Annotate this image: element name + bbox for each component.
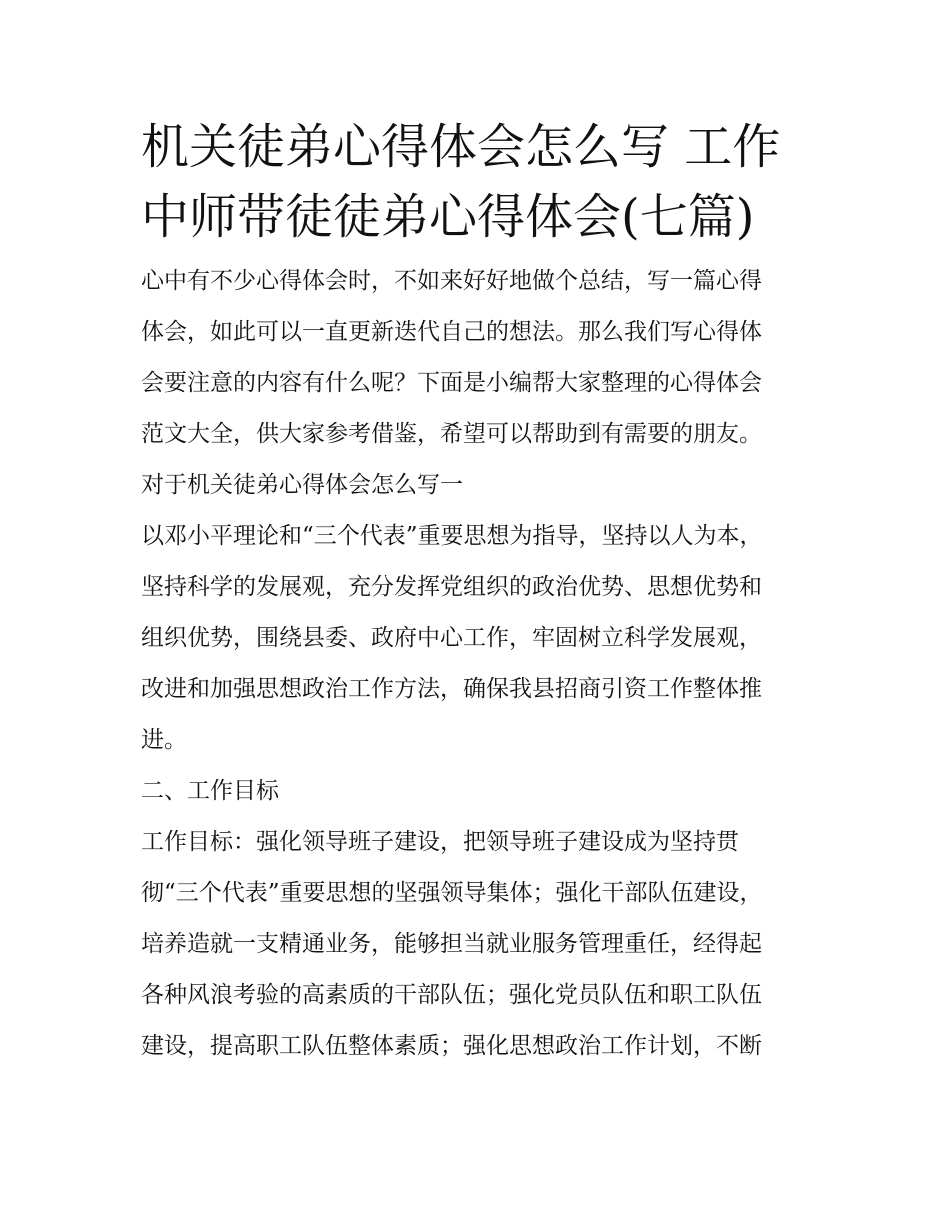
section-heading: 对于机关徒弟心得体会怎么写一 <box>141 472 463 498</box>
document-page <box>141 112 813 1072</box>
section-heading: 二、工作目标 <box>141 778 279 804</box>
body-line: 工作目标：强化领导班子建设，把领导班子建设成为坚持贯 <box>141 829 739 855</box>
body-line: 建设，提高职工队伍整体素质；强化思想政治工作计划，不断 <box>141 1033 762 1059</box>
body-line: 各种风浪考验的高素质的干部队伍；强化党员队伍和职工队伍 <box>141 982 762 1008</box>
title-line: 机关徒弟心得体会怎么写 工作 <box>141 119 781 175</box>
body-line: 培养造就一支精通业务，能够担当就业服务管理重任，经得起 <box>141 931 762 957</box>
body-line: 进。 <box>141 727 187 753</box>
document-title <box>141 112 813 252</box>
body-line: 改进和加强思想政治工作方法，确保我县招商引资工作整体推 <box>141 676 762 702</box>
body-line: 彻“三个代表”重要思想的坚强领导集体；强化干部队伍建设， <box>141 880 763 906</box>
body-line: 体会，如此可以一直更新迭代自己的想法。那么我们写心得体 <box>141 319 762 345</box>
document-body <box>141 256 813 1072</box>
body-line: 组织优势，围绕县委、政府中心工作，牢固树立科学发展观， <box>141 625 762 651</box>
title-line: 中师带徒徒弟心得体会(七篇) <box>141 189 755 245</box>
body-line: 范文大全，供大家参考借鉴，希望可以帮助到有需要的朋友。 <box>141 421 762 447</box>
body-line: 坚持科学的发展观，充分发挥党组织的政治优势、思想优势和 <box>141 574 762 600</box>
body-line: 以邓小平理论和“三个代表”重要思想为指导，坚持以人为本， <box>141 523 763 549</box>
body-line: 心中有不少心得体会时，不如来好好地做个总结，写一篇心得 <box>141 268 762 294</box>
body-line: 会要注意的内容有什么呢？下面是小编帮大家整理的心得体会 <box>141 370 762 396</box>
